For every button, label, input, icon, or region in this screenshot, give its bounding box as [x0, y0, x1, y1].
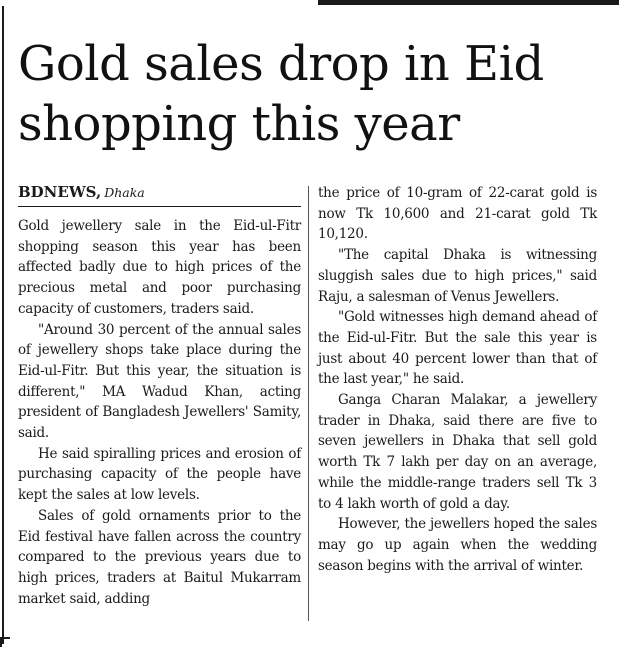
- bottom-frame-corner: [0, 637, 10, 647]
- top-frame-rule: [318, 0, 619, 5]
- article-paragraph: Ganga Charan Malakar, a jewellery trader in Dhaka, said there are five to seven jewellers in Dhaka that sell gold worth Tk 7 lakh per day on an average, while the middle-range traders sell Tk 3 to 4 lakh worth of gold a day.: [318, 392, 597, 512]
- article-paragraph: Sales of gold ornaments prior to the Eid festival have fallen across the country compared to the previous years due to high prices, traders at Baitul Mukarram market said, adding: [18, 507, 301, 607]
- article-paragraph-continued: the price of 10-gram of 22-carat gold is now Tk 10,600 and 21-carat gold Tk 10,120.: [318, 185, 597, 243]
- article-left-column: [18, 216, 301, 609]
- left-frame-rule: [2, 6, 4, 644]
- article-byline: [18, 183, 298, 202]
- article-paragraph: "Around 30 percent of the annual sales of jewellery shops take place during the Eid-ul-Fitr. But this year, the situation is different," MA Wadud Khan, acting president of Bangladesh Jewellers' Samity, said.: [18, 321, 301, 442]
- article-right-column: [318, 183, 597, 576]
- article-paragraph: "The capital Dhaka is witnessing sluggish sales due to high prices," said Raju, a salesman of Venus Jewellers.: [318, 247, 597, 305]
- byline-place: Dhaka: [104, 185, 145, 200]
- byline-divider: [18, 206, 301, 207]
- column-divider: [308, 186, 309, 621]
- article-paragraph: Gold jewellery sale in the Eid-ul-Fitr shopping season this year has been affected badly due to high prices of the precious metal and poor purchasing capacity of customers, traders said.: [18, 218, 301, 317]
- article-paragraph: However, the jewellers hoped the sales may go up again when the wedding season begins with the arrival of winter.: [318, 516, 597, 574]
- byline-source: BDNEWS,: [18, 183, 102, 201]
- article-paragraph: "Gold witnesses high demand ahead of the Eid-ul-Fitr. But the sale this year is just about 40 percent lower than that of the last year," he said.: [318, 309, 597, 388]
- article-headline: Gold sales drop in Eid shopping this year: [18, 36, 544, 152]
- article-paragraph: He said spiralling prices and erosion of purchasing capacity of the people have kept the sales at low levels.: [18, 445, 301, 504]
